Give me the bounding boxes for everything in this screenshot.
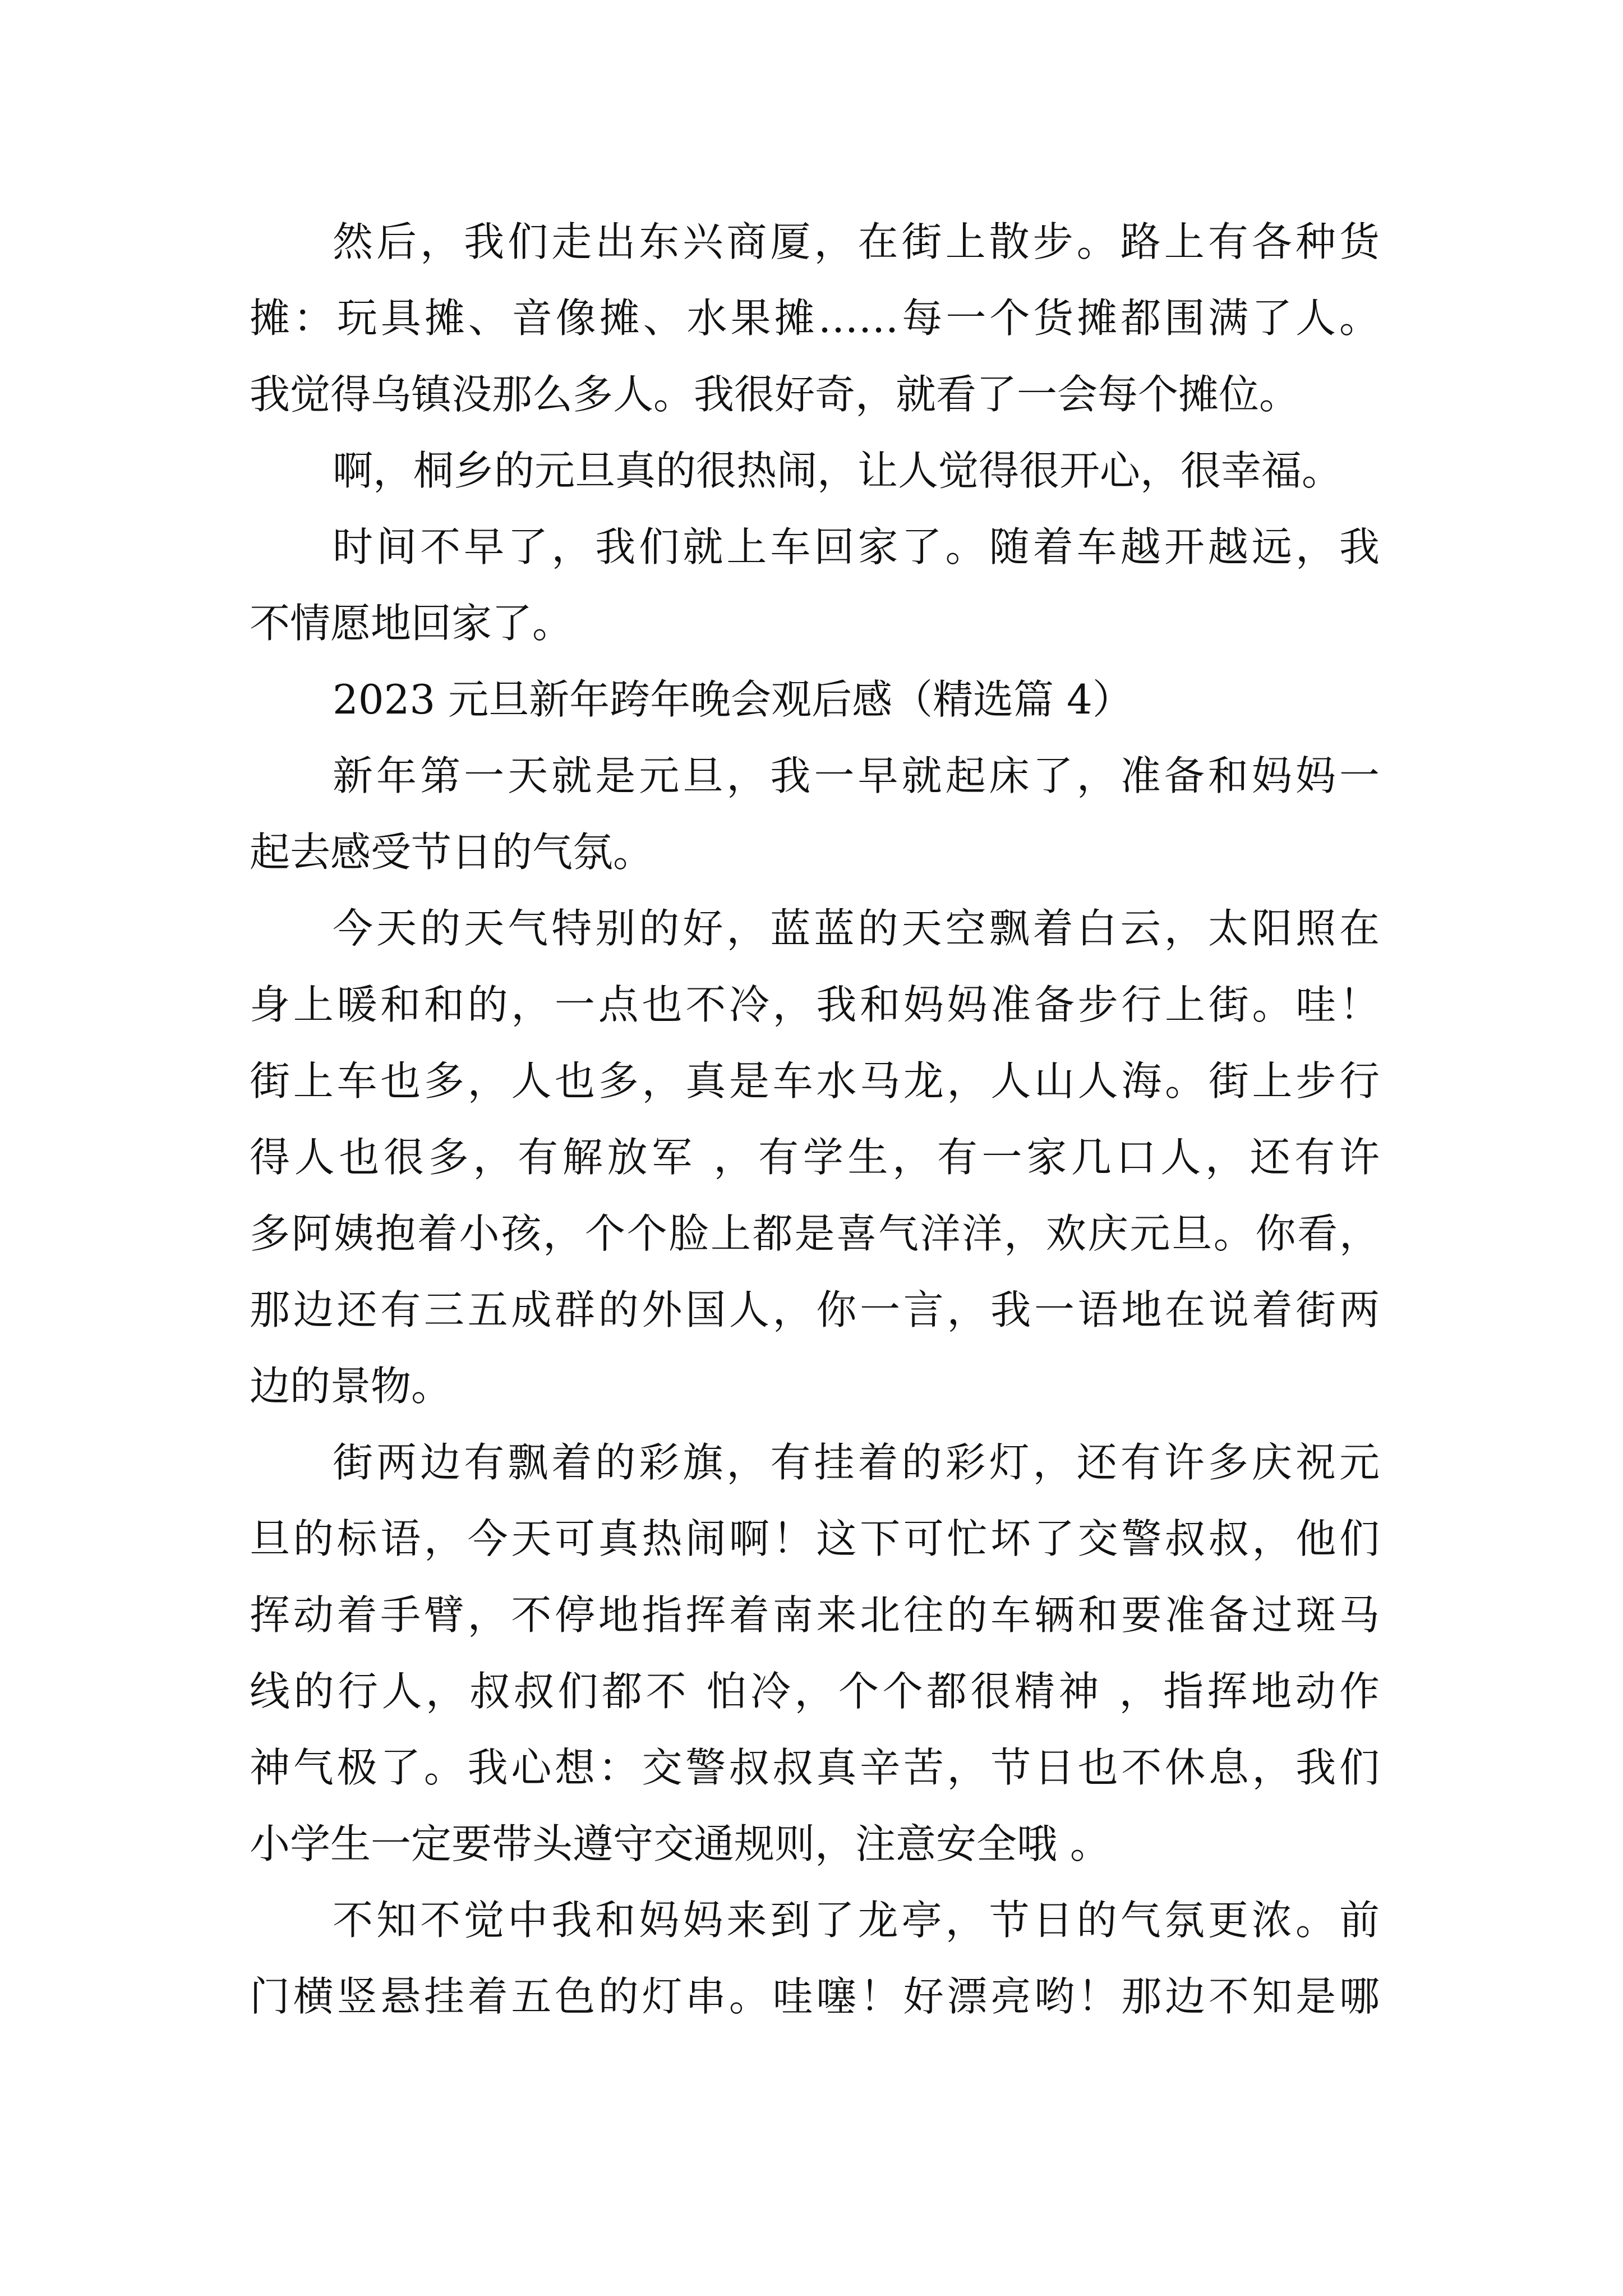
text-line: 街两边有飘着的彩旗，有挂着的彩灯，还有许多庆祝元 bbox=[333, 1439, 1380, 1486]
text-line: 起去感受节日的气氛。 bbox=[250, 829, 654, 876]
text-line: 旦的标语，今天可真热闹啊！这下可忙坏了交警叔叔，他们 bbox=[250, 1515, 1380, 1562]
text-line: 多阿姨抱着小孩，个个脸上都是喜气洋洋，欢庆元旦。你看， bbox=[250, 1210, 1380, 1257]
text-line: 门横竖悬挂着五色的灯串。哇噻！好漂亮哟！那边不知是哪 bbox=[250, 1973, 1380, 2020]
text-line: 身上暖和和的，一点也不冷，我和妈妈准备步行上街。哇！ bbox=[250, 981, 1380, 1028]
text-line: 新年第一天就是元旦，我一早就起床了，准备和妈妈一 bbox=[333, 752, 1380, 799]
text-line: 时间不早了，我们就上车回家了。随着车越开越远，我 bbox=[333, 523, 1380, 570]
text-line: 摊：玩具摊、音像摊、水果摊……每一个货摊都围满了人。 bbox=[250, 295, 1380, 342]
document-body bbox=[250, 204, 1380, 2035]
text-line: 啊，桐乡的元旦真的很热闹，让人觉得很开心，很幸福。 bbox=[333, 447, 1343, 494]
text-line: 今天的天气特别的好，蓝蓝的天空飘着白云，太阳照在 bbox=[333, 905, 1380, 952]
text-line: 不情愿地回家了。 bbox=[250, 600, 573, 647]
text-line: 街上车也多，人也多，真是车水马龙，人山人海。街上步行 bbox=[250, 1057, 1380, 1105]
text-line: 边的景物。 bbox=[250, 1363, 452, 1410]
text-line: 然后，我们走出东兴商厦，在街上散步。路上有各种货 bbox=[333, 218, 1380, 265]
text-line: 得人也很多，有解放军 ，有学生，有一家几口人，还有许 bbox=[250, 1134, 1380, 1181]
text-line: 小学生一定要带头遵守交通规则，注意安全哦 。 bbox=[250, 1820, 1110, 1867]
text-line: 我觉得乌镇没那么多人。我很好奇，就看了一会每个摊位。 bbox=[250, 371, 1300, 418]
text-line: 不知不觉中我和妈妈来到了龙亭，节日的气氛更浓。前 bbox=[333, 1897, 1380, 1944]
text-line: 线的行人，叔叔们都不 怕冷，个个都很精神 ，指挥地动作 bbox=[250, 1668, 1380, 1715]
text-line: 神气极了。我心想：交警叔叔真辛苦，节日也不休息，我们 bbox=[250, 1744, 1380, 1791]
text-line: 挥动着手臂，不停地指挥着南来北往的车辆和要准备过斑马 bbox=[250, 1591, 1380, 1639]
text-line: 那边还有三五成群的外国人，你一言，我一语地在说着街两 bbox=[250, 1286, 1380, 1333]
section-heading: 2023 元旦新年跨年晚会观后感（精选篇 4） bbox=[333, 676, 1133, 723]
